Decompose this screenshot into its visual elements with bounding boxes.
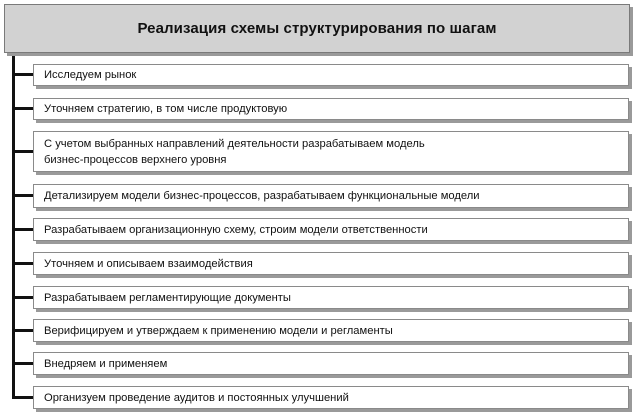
step-8 bbox=[12, 319, 632, 342]
step-6 bbox=[12, 252, 632, 275]
step-box bbox=[33, 98, 629, 120]
step-label: Исследуем рынок bbox=[44, 69, 137, 81]
step-7 bbox=[12, 286, 632, 309]
connector-tick bbox=[12, 329, 33, 332]
step-9 bbox=[12, 352, 632, 375]
step-box bbox=[33, 286, 629, 309]
step-box bbox=[33, 64, 629, 86]
step-2 bbox=[12, 98, 632, 120]
step-label: Разрабатываем регламентирующие документы bbox=[44, 291, 291, 304]
step-10 bbox=[12, 386, 632, 409]
step-box bbox=[33, 352, 629, 375]
step-5 bbox=[12, 218, 632, 241]
step-label: С учетом выбранных направлений деятельности разрабатываем модель бизнес-процессов верхнего уровня bbox=[44, 137, 425, 166]
connector-tick bbox=[12, 362, 33, 365]
step-label: Внедряем и применяем bbox=[44, 357, 168, 370]
diagram-title bbox=[4, 4, 630, 53]
step-label: Разрабатываем организационную схему, строим модели ответственности bbox=[44, 223, 428, 236]
diagram-title-text: Реализация схемы структурирования по шагам bbox=[137, 20, 497, 37]
step-box bbox=[33, 131, 629, 172]
step-label: Уточняем стратегию, в том числе продуктовую bbox=[44, 103, 288, 115]
connector-tick bbox=[12, 396, 33, 399]
step-4 bbox=[12, 184, 632, 208]
step-1 bbox=[12, 64, 632, 86]
connector-tick bbox=[12, 228, 33, 231]
connector-tick bbox=[12, 150, 33, 153]
step-label: Детализируем модели бизнес-процессов, разрабатываем функциональные модели bbox=[44, 190, 480, 202]
connector-tick bbox=[12, 73, 33, 76]
step-box bbox=[33, 319, 629, 342]
connector-tick bbox=[12, 194, 33, 197]
step-label: Уточняем и описываем взаимодействия bbox=[44, 257, 253, 270]
step-3 bbox=[12, 131, 632, 172]
step-box bbox=[33, 184, 629, 208]
connector-tick bbox=[12, 262, 33, 265]
step-box bbox=[33, 218, 629, 241]
step-box bbox=[33, 386, 629, 409]
connector-tick bbox=[12, 296, 33, 299]
step-label: Верифицируем и утверждаем к применению модели и регламенты bbox=[44, 324, 393, 337]
step-label: Организуем проведение аудитов и постоянных улучшений bbox=[44, 391, 349, 404]
step-box bbox=[33, 252, 629, 275]
connector-tick bbox=[12, 107, 33, 110]
